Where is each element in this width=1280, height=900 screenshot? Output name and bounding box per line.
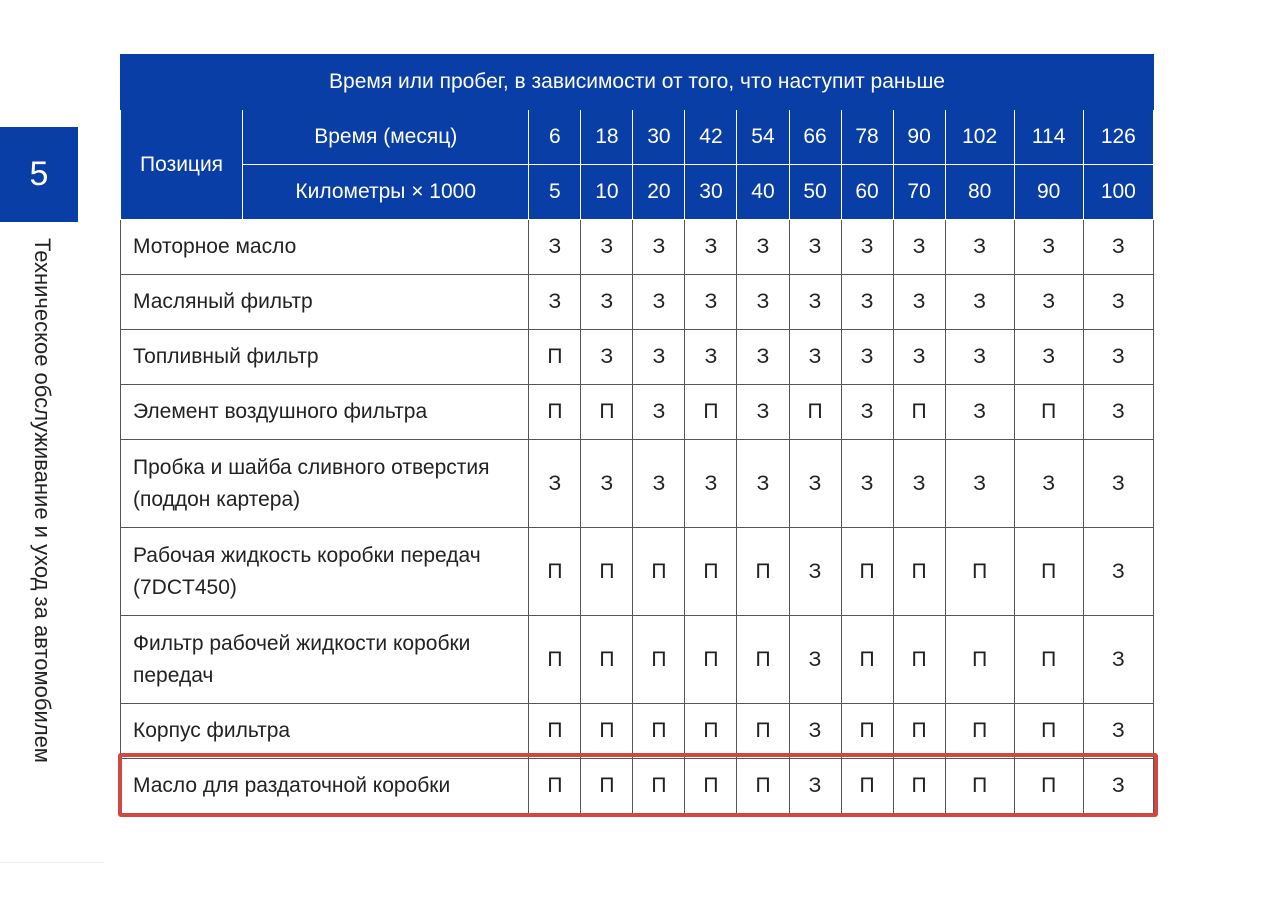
side-divider <box>0 862 104 863</box>
item-name: Масло для раздаточной коробки <box>121 759 529 814</box>
km-header: 30 <box>685 165 737 220</box>
schedule-cell: П <box>685 704 737 759</box>
schedule-cell: П <box>1014 528 1083 616</box>
table-row <box>121 704 1154 759</box>
schedule-cell: П <box>1014 759 1083 814</box>
month-header: 114 <box>1014 110 1083 165</box>
item-name: Моторное масло <box>121 220 529 275</box>
month-header: 102 <box>945 110 1014 165</box>
month-header: 6 <box>529 110 581 165</box>
schedule-cell: З <box>1014 440 1083 528</box>
schedule-cell: З <box>893 275 945 330</box>
schedule-cell: П <box>841 759 893 814</box>
chapter-number-tab <box>0 127 78 222</box>
table-row-highlighted <box>121 759 1154 814</box>
schedule-cell: З <box>633 220 685 275</box>
schedule-cell: П <box>633 704 685 759</box>
schedule-cell: З <box>581 275 633 330</box>
schedule-cell: П <box>581 704 633 759</box>
month-header: 18 <box>581 110 633 165</box>
schedule-cell: П <box>945 704 1014 759</box>
schedule-cell: З <box>789 759 841 814</box>
km-header: 100 <box>1083 165 1153 220</box>
schedule-cell: З <box>737 440 789 528</box>
schedule-cell: З <box>841 220 893 275</box>
time-label: Время (месяц) <box>243 110 529 165</box>
schedule-cell: П <box>737 759 789 814</box>
item-column-header: Позиция <box>121 110 243 220</box>
schedule-cell: З <box>633 385 685 440</box>
month-header: 66 <box>789 110 841 165</box>
schedule-cell: З <box>581 220 633 275</box>
km-header: 70 <box>893 165 945 220</box>
schedule-cell: З <box>1014 275 1083 330</box>
item-name: Масляный фильтр <box>121 275 529 330</box>
schedule-cell: З <box>633 330 685 385</box>
schedule-cell: З <box>841 440 893 528</box>
schedule-cell: З <box>945 220 1014 275</box>
item-name: Пробка и шайба сливного отверстия (поддон картера) <box>121 440 529 528</box>
schedule-cell: П <box>529 385 581 440</box>
km-label: Километры × 1000 <box>243 165 529 220</box>
schedule-cell: П <box>945 616 1014 704</box>
schedule-cell: З <box>737 220 789 275</box>
schedule-cell: П <box>1014 616 1083 704</box>
schedule-cell: З <box>841 275 893 330</box>
schedule-cell: З <box>685 440 737 528</box>
schedule-cell: З <box>1083 330 1153 385</box>
schedule-cell: З <box>945 440 1014 528</box>
schedule-cell: З <box>1083 275 1153 330</box>
schedule-cell: П <box>893 385 945 440</box>
schedule-cell: З <box>685 275 737 330</box>
schedule-cell: П <box>945 528 1014 616</box>
maintenance-schedule-table <box>120 54 1154 814</box>
month-header: 42 <box>685 110 737 165</box>
item-name: Топливный фильтр <box>121 330 529 385</box>
schedule-cell: З <box>893 220 945 275</box>
schedule-cell: З <box>1083 759 1153 814</box>
schedule-cell: П <box>529 330 581 385</box>
schedule-cell: П <box>633 759 685 814</box>
schedule-cell: П <box>529 616 581 704</box>
schedule-cell: П <box>737 528 789 616</box>
table-row <box>121 330 1154 385</box>
schedule-cell: З <box>789 275 841 330</box>
month-header: 30 <box>633 110 685 165</box>
schedule-cell: П <box>685 385 737 440</box>
schedule-cell: П <box>893 759 945 814</box>
schedule-cell: П <box>841 704 893 759</box>
schedule-cell: П <box>529 528 581 616</box>
schedule-cell: З <box>1083 616 1153 704</box>
schedule-cell: З <box>1083 528 1153 616</box>
month-header: 90 <box>893 110 945 165</box>
month-header: 126 <box>1083 110 1153 165</box>
schedule-cell: П <box>1014 704 1083 759</box>
schedule-cell: З <box>737 385 789 440</box>
table-caption: Время или пробег, в зависимости от того, что наступит раньше <box>121 55 1154 110</box>
schedule-cell: З <box>1083 220 1153 275</box>
schedule-cell: З <box>1014 220 1083 275</box>
schedule-cell: З <box>633 440 685 528</box>
schedule-cell: П <box>685 616 737 704</box>
schedule-cell: П <box>529 704 581 759</box>
schedule-cell: З <box>529 220 581 275</box>
chapter-title-vertical: Техническое обслуживание и уход за автомобилем <box>30 238 55 763</box>
item-name: Фильтр рабочей жидкости коробки передач <box>121 616 529 704</box>
schedule-cell: З <box>581 440 633 528</box>
schedule-cell: З <box>789 440 841 528</box>
schedule-cell: З <box>789 704 841 759</box>
schedule-cell: П <box>1014 385 1083 440</box>
schedule-cell: П <box>893 616 945 704</box>
schedule-cell: П <box>685 759 737 814</box>
km-header: 20 <box>633 165 685 220</box>
schedule-cell: З <box>685 330 737 385</box>
schedule-cell: З <box>841 385 893 440</box>
schedule-cell: З <box>789 528 841 616</box>
schedule-cell: З <box>945 385 1014 440</box>
item-name: Элемент воздушного фильтра <box>121 385 529 440</box>
schedule-cell: З <box>1014 330 1083 385</box>
km-header: 50 <box>789 165 841 220</box>
schedule-cell: П <box>893 528 945 616</box>
schedule-cell: З <box>789 330 841 385</box>
schedule-cell: З <box>893 330 945 385</box>
schedule-cell: П <box>633 616 685 704</box>
schedule-cell: З <box>737 330 789 385</box>
schedule-cell: П <box>789 385 841 440</box>
km-header: 80 <box>945 165 1014 220</box>
schedule-cell: З <box>789 220 841 275</box>
schedule-cell: З <box>945 275 1014 330</box>
schedule-cell: П <box>529 759 581 814</box>
schedule-cell: П <box>633 528 685 616</box>
schedule-cell: П <box>737 616 789 704</box>
schedule-cell: П <box>581 616 633 704</box>
item-name: Корпус фильтра <box>121 704 529 759</box>
schedule-cell: З <box>581 330 633 385</box>
schedule-cell: З <box>893 440 945 528</box>
table-row <box>121 275 1154 330</box>
schedule-cell: З <box>841 330 893 385</box>
km-header: 90 <box>1014 165 1083 220</box>
schedule-cell: З <box>529 275 581 330</box>
schedule-cell: З <box>1083 704 1153 759</box>
km-header: 40 <box>737 165 789 220</box>
table-row <box>121 385 1154 440</box>
schedule-cell: З <box>737 275 789 330</box>
table-row <box>121 440 1154 528</box>
month-header: 54 <box>737 110 789 165</box>
table-row <box>121 528 1154 616</box>
schedule-cell: П <box>945 759 1014 814</box>
table-row <box>121 616 1154 704</box>
schedule-cell: П <box>685 528 737 616</box>
month-header: 78 <box>841 110 893 165</box>
km-header: 60 <box>841 165 893 220</box>
schedule-cell: П <box>841 528 893 616</box>
schedule-cell: П <box>737 704 789 759</box>
schedule-cell: З <box>789 616 841 704</box>
item-name: Рабочая жидкость коробки передач (7DCT450) <box>121 528 529 616</box>
schedule-cell: З <box>633 275 685 330</box>
table-row <box>121 220 1154 275</box>
km-header: 5 <box>529 165 581 220</box>
schedule-cell: П <box>581 528 633 616</box>
schedule-cell: З <box>1083 440 1153 528</box>
schedule-cell: П <box>581 759 633 814</box>
chapter-number: 5 <box>29 155 49 193</box>
schedule-cell: З <box>945 330 1014 385</box>
schedule-cell: З <box>529 440 581 528</box>
schedule-cell: З <box>1083 385 1153 440</box>
km-header: 10 <box>581 165 633 220</box>
schedule-cell: П <box>581 385 633 440</box>
schedule-cell: П <box>893 704 945 759</box>
schedule-cell: З <box>685 220 737 275</box>
schedule-cell: П <box>841 616 893 704</box>
